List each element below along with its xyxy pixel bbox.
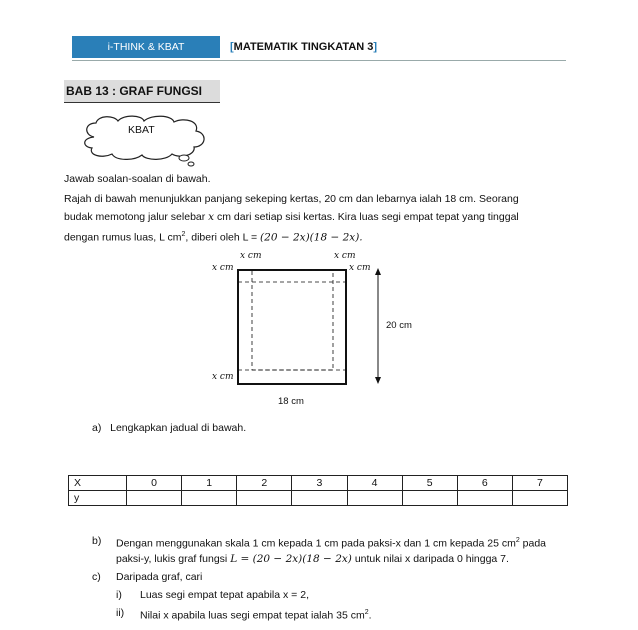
header-bracket-close: ] bbox=[373, 41, 378, 53]
part-c-text: Daripada graf, cari bbox=[116, 571, 203, 583]
label-top-right: x cm bbox=[334, 251, 356, 261]
table-cell-x1: 1 bbox=[182, 476, 237, 491]
label-width: 18 cm bbox=[278, 396, 304, 407]
part-b-line-2-end: untuk nilai x daripada 0 hingga 7. bbox=[351, 553, 509, 565]
header-bracket-open: [ bbox=[230, 41, 234, 53]
part-c-item-2-marker: ii) bbox=[116, 607, 125, 619]
question-line-3-mid: , diberi oleh L = bbox=[185, 231, 261, 244]
table-cell-y1[interactable] bbox=[182, 491, 237, 506]
chapter-title: BAB 13 : GRAF FUNGSI bbox=[64, 80, 220, 103]
part-a-text: Lengkapkan jadual di bawah. bbox=[110, 422, 247, 434]
label-top-left: x cm bbox=[240, 251, 262, 261]
table-cell-x3: 3 bbox=[292, 476, 347, 491]
question-line-2-end: cm dari setiap sisi kertas. Kira luas segi empat tepat yang tinggal bbox=[214, 211, 519, 223]
label-left-upper: x cm bbox=[212, 263, 234, 273]
header-right-title bbox=[230, 36, 377, 58]
part-b-formula: L = (20 − 2x)(18 − 2x) bbox=[230, 553, 352, 565]
question-sup: 2 bbox=[181, 231, 186, 238]
table-cell-y3[interactable] bbox=[292, 491, 347, 506]
label-height: 20 cm bbox=[386, 320, 412, 331]
table-row-x bbox=[69, 476, 568, 491]
part-c-item-2-sup: 2 bbox=[364, 609, 369, 616]
table-cell-x6: 6 bbox=[457, 476, 512, 491]
table-cell-y-label: y bbox=[69, 491, 127, 506]
table-cell-x0: 0 bbox=[127, 476, 182, 491]
height-arrow-bottom bbox=[375, 377, 381, 384]
question-formula: (20 − 2x)(18 − 2x). bbox=[260, 231, 363, 244]
question-line-3-start: dengan rumus luas, L cm bbox=[64, 231, 182, 244]
header-divider bbox=[72, 60, 566, 61]
header-left-title: i-THINK & KBAT bbox=[107, 41, 185, 53]
height-arrow-top bbox=[375, 268, 381, 275]
table-cell-y4[interactable] bbox=[347, 491, 402, 506]
label-left-lower: x cm bbox=[212, 372, 234, 382]
part-b-line-1-end: pada bbox=[519, 537, 547, 550]
part-c-marker: c) bbox=[92, 571, 101, 583]
header-subject: MATEMATIK TINGKATAN 3 bbox=[233, 41, 374, 53]
part-b-sup: 2 bbox=[515, 537, 520, 544]
part-b-line-2-start: paksi-y, lukis graf fungsi bbox=[116, 553, 231, 565]
part-c-item-1-text: Luas segi empat tepat apabila x = 2, bbox=[140, 589, 309, 601]
table-cell-x5: 5 bbox=[402, 476, 457, 491]
part-c-item-2-text: Nilai x apabila luas segi empat tepat ialah 35 cm bbox=[140, 609, 365, 622]
inner-dashed-rect bbox=[252, 270, 333, 370]
part-c-item-2-tail: . bbox=[368, 609, 372, 622]
table-cell-x2: 2 bbox=[237, 476, 292, 491]
table-cell-y0[interactable] bbox=[127, 491, 182, 506]
table-cell-y7[interactable] bbox=[512, 491, 567, 506]
cloud-label: KBAT bbox=[128, 124, 155, 136]
table-cell-y6[interactable] bbox=[457, 491, 512, 506]
question-variable: x bbox=[208, 211, 215, 223]
part-b-line-1-text: Dengan menggunakan skala 1 cm kepada 1 cm pada paksi-x dan 1 cm kepada 25 cm bbox=[116, 537, 516, 550]
table-cell-x4: 4 bbox=[347, 476, 402, 491]
table-cell-x-label: X bbox=[69, 476, 127, 491]
part-a bbox=[92, 422, 246, 434]
values-table bbox=[68, 475, 568, 506]
part-b-marker: b) bbox=[92, 535, 102, 547]
question-line-2 bbox=[64, 208, 519, 226]
table-row-y bbox=[69, 491, 568, 506]
question-line-2-start: budak memotong jalur selebar bbox=[64, 211, 209, 223]
table-cell-y5[interactable] bbox=[402, 491, 457, 506]
question-line-3 bbox=[64, 226, 363, 247]
part-c-item-1-marker: i) bbox=[116, 589, 122, 601]
question-line-1: Rajah di bawah menunjukkan panjang sekeping kertas, 20 cm dan lebarnya ialah 18 cm. Seorang bbox=[64, 193, 519, 205]
part-a-marker: a) bbox=[92, 422, 102, 434]
table-cell-y2[interactable] bbox=[237, 491, 292, 506]
instruction-text: Jawab soalan-soalan di bawah. bbox=[64, 173, 211, 185]
outer-paper-rect bbox=[238, 270, 346, 384]
part-c-item-2 bbox=[140, 604, 372, 625]
part-b-line-2 bbox=[116, 550, 509, 568]
thought-cloud-icon bbox=[80, 115, 210, 167]
label-right-upper: x cm bbox=[349, 263, 371, 273]
table-cell-x7: 7 bbox=[512, 476, 567, 491]
